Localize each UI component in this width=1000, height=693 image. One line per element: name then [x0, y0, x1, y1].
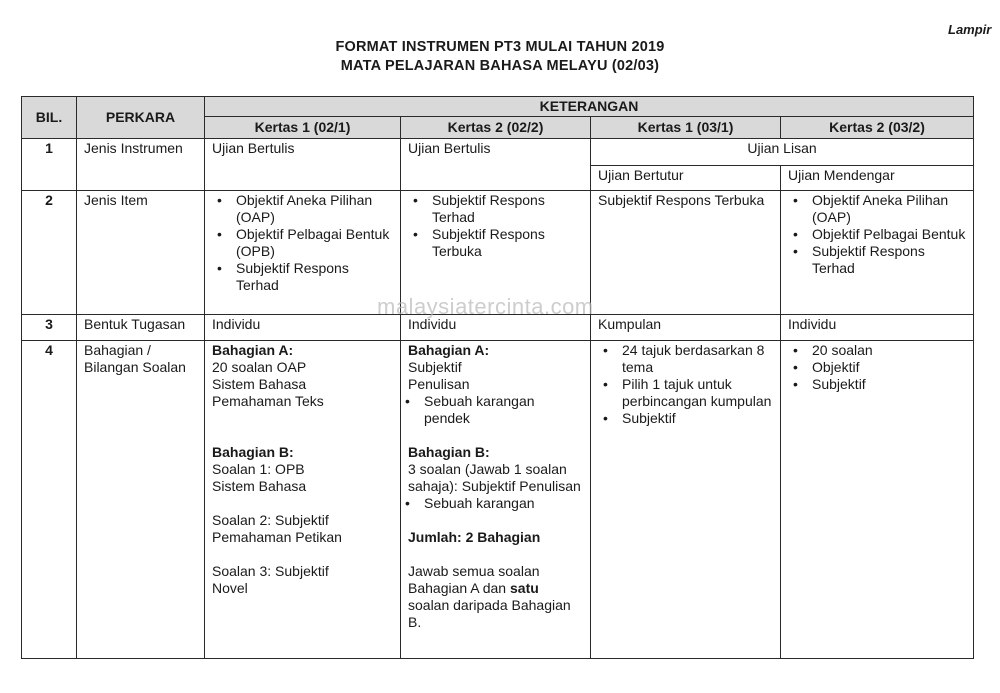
text-line: Subjektif [408, 359, 462, 375]
list-item: • 20 soalan [812, 342, 966, 359]
row2-kertas1-031: Subjektif Respons Terbuka [591, 191, 781, 315]
text-line: 3 soalan (Jawab 1 soalan sahaja): Subjektif Penulisan [408, 461, 581, 494]
row1-perkara: Jenis Instrumen [77, 139, 205, 191]
bahagian-a-title: Bahagian A: [408, 342, 490, 358]
header-kertas-1-021: Kertas 1 (02/1) [205, 117, 401, 139]
list-item: • Sebuah karangan pendek [424, 393, 583, 427]
row1-kertas1-021: Ujian Bertulis [205, 139, 401, 191]
watermark: malaysiatercinta.com [377, 294, 594, 319]
list-item: • Subjektif Respons Terhad [432, 192, 583, 226]
text-line: Pemahaman Petikan [212, 529, 342, 545]
row2-kertas1-021 [205, 191, 401, 315]
bahagian-b-title: Bahagian B: [408, 444, 490, 460]
list-item: • Pilih 1 tajuk untuk perbincangan kumpulan [622, 376, 773, 410]
list-item: • Objektif Aneka Pilihan (OAP) [812, 192, 966, 226]
instruction-note: Jawab semua soalan Bahagian A dan satu soalan daripada Bahagian B. [408, 563, 571, 630]
row1-kertas2-032: Ujian Mendengar [781, 166, 974, 191]
header-bil: BIL. [22, 97, 77, 139]
row3-perkara: Bentuk Tugasan [77, 315, 205, 341]
row3-kertas1-031: Kumpulan [591, 315, 781, 341]
row3-kertas2-022: Individu [401, 315, 591, 341]
row2-kertas2-032 [781, 191, 974, 315]
text-line: Soalan 2: Subjektif [212, 512, 329, 528]
text-line: 20 soalan OAP [212, 359, 307, 375]
row4-kertas2-032 [781, 341, 974, 659]
list-item: • Objektif Pelbagai Bentuk (OPB) [236, 226, 393, 260]
row4-kertas1-021 [205, 341, 401, 659]
row4-perkara: Bahagian / Bilangan Soalan [77, 341, 205, 659]
row1-ujian-lisan: Ujian Lisan [591, 139, 974, 166]
header-kertas-2-022: Kertas 2 (02/2) [401, 117, 591, 139]
text-line: Sistem Bahasa [212, 376, 307, 392]
bahagian-a-title: Bahagian A: [212, 342, 294, 358]
row2-number: 2 [22, 191, 77, 315]
document-subtitle: MATA PELAJARAN BAHASA MELAYU (02/03) [340, 58, 660, 74]
text-line: Soalan 1: OPB [212, 461, 305, 477]
list-item: • Subjektif Respons Terhad [236, 260, 393, 294]
header-perkara: PERKARA [77, 97, 205, 139]
bahagian-b-title: Bahagian B: [212, 444, 294, 460]
row1-kertas2-022: Ujian Bertulis [401, 139, 591, 191]
list-item: • 24 tajuk berdasarkan 8 tema [622, 342, 773, 376]
list-item: • Subjektif Respons Terhad [812, 243, 966, 277]
corner-label: Lampir [948, 22, 992, 37]
row4-number: 4 [22, 341, 77, 659]
row3-number: 3 [22, 315, 77, 341]
list-item: • Subjektif Respons Terbuka [432, 226, 583, 260]
list-item: • Subjektif [812, 376, 966, 393]
text-line: Soalan 3: Subjektif [212, 563, 329, 579]
list-item: • Objektif Pelbagai Bentuk [812, 226, 966, 243]
row4-kertas2-022 [401, 341, 591, 659]
row1-kertas1-031: Ujian Bertutur [591, 166, 781, 191]
list-item: • Subjektif [622, 410, 773, 427]
list-item: • Objektif Aneka Pilihan (OAP) [236, 192, 393, 226]
text-line: Novel [212, 580, 248, 596]
jumlah-bahagian: Jumlah: 2 Bahagian [408, 529, 541, 545]
list-item: • Sebuah karangan [424, 495, 583, 512]
list-item: • Objektif [812, 359, 966, 376]
row2-perkara: Jenis Item [77, 191, 205, 315]
row3-kertas2-032: Individu [781, 315, 974, 341]
header-kertas-2-032: Kertas 2 (03/2) [781, 117, 974, 139]
format-table [21, 96, 974, 659]
document-title: FORMAT INSTRUMEN PT3 MULAI TAHUN 2019 [335, 39, 665, 55]
text-line: Sistem Bahasa [212, 478, 307, 494]
row1-number: 1 [22, 139, 77, 191]
row3-kertas1-021: Individu [205, 315, 401, 341]
header-keterangan: KETERANGAN [205, 97, 974, 117]
text-line: Penulisan [408, 376, 470, 392]
header-kertas-1-031: Kertas 1 (03/1) [591, 117, 781, 139]
text-line: Pemahaman Teks [212, 393, 324, 409]
row4-kertas1-031 [591, 341, 781, 659]
